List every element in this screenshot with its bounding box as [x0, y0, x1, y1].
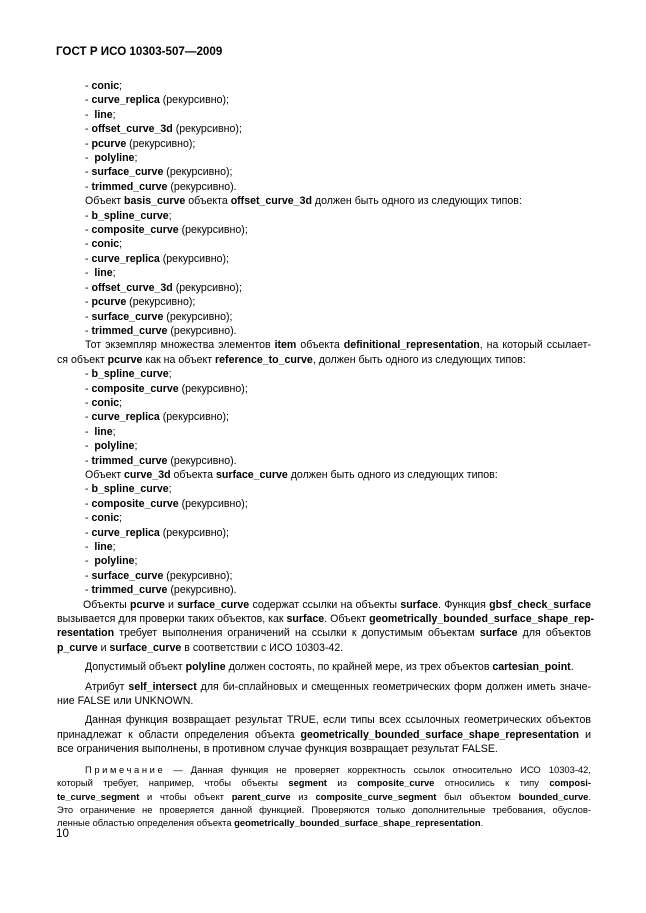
list-item: - surface_curve (рекурсивно); [85, 166, 233, 179]
list-item: - composite_curve (рекурсивно); [85, 497, 248, 510]
list-item: - composite_curve (рекурсивно); [85, 382, 248, 395]
list-item: - surface_curve (рекурсивно); [85, 569, 233, 582]
list-item: - line; [85, 541, 116, 553]
curve-type-list-a [57, 79, 591, 194]
list-item: - pcurve (рекурсивно); [85, 137, 196, 150]
list-item: - trimmed_curve (рекурсивно). [85, 454, 237, 467]
list-item: - curve_replica (рекурсивно); [85, 526, 229, 539]
paragraph-objects-surface: Объекты pcurve и surface_curve содержат ссылки на объекты surface. Функция gbsf_check_surface вызывается для проверки таких объектов, как surface. Объект geometrically_bounded_surface_shape_rep- resentation требует выполнения ограничений на ссылки к допустимым объектам surface для объектов p_curve и surface_curve в соответствии с ИСО 10303-42. [57, 598, 594, 654]
paragraph-function-result: Данная функция возвращает результат TRUE, если типы всех ссылочных геометрических объектов принадлежат к области определения объекта geometrically_bounded_surface_shape_representation и все ограничения выполнены, в противном случае функция возвращает результат FALSE. [57, 714, 591, 756]
list-item: - b_spline_curve; [85, 209, 172, 222]
page-content [57, 79, 594, 830]
document-header: ГОСТ Р ИСО 10303-507—2009 [56, 45, 223, 58]
note-label: Примечание [85, 763, 166, 775]
curve-type-list-d [57, 482, 591, 597]
list-item: - conic; [85, 238, 123, 251]
list-item: - b_spline_curve; [85, 483, 172, 496]
paragraph-self-intersect: Атрибут self_intersect для би-сплайновых и смещенных геометрических форм должен иметь значе- ние FALSE или UNKNOWN. [57, 680, 592, 708]
list-item: - line; [85, 425, 116, 438]
list-item: - offset_curve_3d (рекурсивно); [85, 281, 242, 294]
list-item: - curve_replica (рекурсивно); [85, 411, 229, 424]
list-item: - polyline; [85, 440, 138, 453]
paragraph-curve-3d: Объект curve_3d объекта surface_curve должен быть одного из следующих типов: [85, 468, 498, 481]
curve-type-list-c [57, 367, 591, 468]
list-item: - b_spline_curve; [85, 368, 172, 381]
list-item: - polyline; [85, 555, 138, 568]
list-item: - surface_curve (рекурсивно); [85, 310, 233, 323]
list-item: - pcurve (рекурсивно); [85, 296, 196, 309]
list-item: - polyline; [85, 152, 138, 165]
paragraph-basis-curve: Объект basis_curve объекта offset_curve_3d должен быть одного из следующих типов: [85, 195, 522, 208]
list-item: - trimmed_curve (рекурсивно). [85, 324, 237, 337]
list-item: - conic; [85, 80, 123, 92]
list-item: - trimmed_curve (рекурсивно). [85, 180, 237, 193]
list-item: - line; [85, 267, 116, 280]
note-block: Примечание — Данная функция не проверяет корректность ссылок относительно ИСО 10303-42, который требует, например, чтобы объекты segment из composite_curve относились к типу composi- te_curve_segment и чтобы объект parent_curve из composite_curve_segment был объектом bounded_curve. Это ограничение не проверяется данной функцией. Проверяются только дополнительные требования, обуслов- ленные областью определения объекта geometrically_bounded_surface_shape_representation. [57, 763, 592, 829]
list-item: - offset_curve_3d (рекурсивно); [85, 123, 242, 136]
list-item: - curve_replica (рекурсивно); [85, 252, 229, 265]
list-item: - trimmed_curve (рекурсивно). [85, 584, 237, 597]
list-item: - conic; [85, 396, 123, 409]
page-number: 10 [56, 827, 69, 840]
list-item: - curve_replica (рекурсивно); [85, 94, 229, 107]
paragraph-polyline: Допустимый объект polyline должен состоять, по крайней мере, из трех объектов cartesian_point. [85, 661, 574, 674]
list-item: - line; [85, 108, 116, 121]
curve-type-list-b [57, 209, 591, 339]
list-item: - conic; [85, 512, 123, 525]
list-item: - composite_curve (рекурсивно); [85, 224, 248, 237]
paragraph-item: Тот экземпляр множества элементов item объекта definitional_representation, на который ссылает- ся объект pcurve как на объект reference_to_curve, должен быть одного из следующих типов: [57, 339, 591, 366]
